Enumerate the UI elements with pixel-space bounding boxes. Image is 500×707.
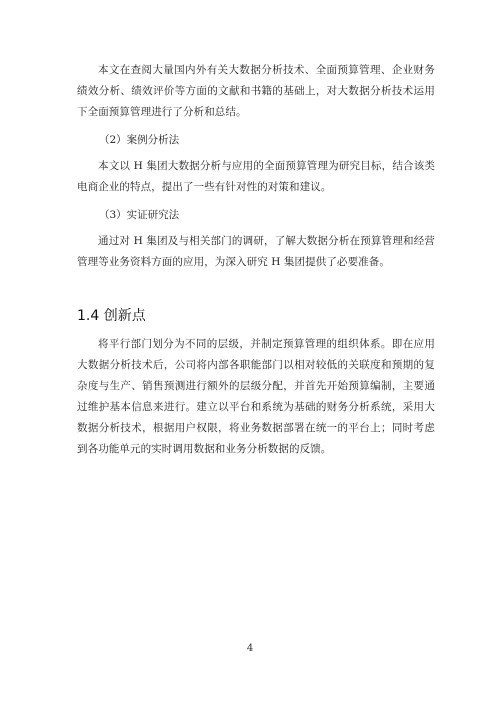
section-title: 1.4 创新点 <box>77 308 146 324</box>
case-analysis-heading: （2）案例分析法 <box>99 134 180 146</box>
case-analysis-paragraph: 本文以 H 集团大数据分析与应用的全面预算管理为研究目标，结合该类电商企业的特点，提出了一些有针对性的对策和建议。 <box>77 160 435 193</box>
empirical-research-paragraph: 通过对 H 集团及与相关部门的调研，了解大数据分析在预算管理和经营管理等业务资料方面的应用，为深入研究 H 集团提供了必要准备。 <box>77 235 435 268</box>
page-content <box>77 60 435 460</box>
innovation-paragraph <box>77 334 435 460</box>
innovation-text-1: 将平行部门划分为不同的层级，并制定预算管理的组织体系。即在应用大数据分析技术后，公司将内部各职能部门以相对较低的关联度和预期的复杂度与生产、销售预测进行额外的层级分配，并首先开始预算编制，主要通过维护基本信息来进行。 <box>77 338 435 413</box>
page-number: 4 <box>246 643 254 654</box>
intro-paragraph: 本文在查阅大量国内外有关大数据分析技术、全面预算管理、企业财务绩效分析、绩效评价等方面的文献和书籍的基础上，对大数据分析技术运用下全面预算管理进行了分析和总结。 <box>77 64 435 118</box>
empirical-research-heading: （3）实证研究法 <box>99 209 180 221</box>
innovation-text-2: 建立以平台和系统为基础的财务分析系统，采用大数据分析技术，根据用户权限，将业务数据部署在统一的平台上；同时考虑到各功能单元的实时调用数据和业务分析数据的反馈。 <box>77 401 435 455</box>
